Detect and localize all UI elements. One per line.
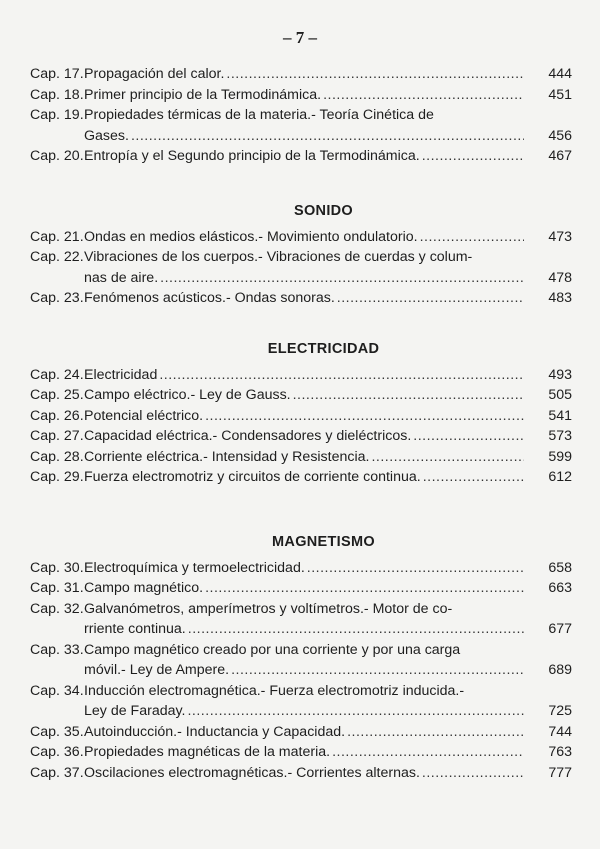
chapter-number: Cap. 35. xyxy=(30,723,84,740)
page-reference: 725 xyxy=(548,703,572,719)
chapter-number: Cap. 34. xyxy=(30,682,84,699)
page-reference: 744 xyxy=(548,723,572,740)
toc-entry xyxy=(30,467,572,488)
chapter-title: Inducción electromagnética.- Fuerza electromotriz inducida.- xyxy=(84,682,465,699)
toc-entry xyxy=(30,227,572,248)
chapter-title: Fuerza electromotriz y circuitos de corriente continua. xyxy=(84,469,421,485)
toc-entry xyxy=(30,385,572,406)
toc-entry xyxy=(30,105,572,146)
toc-section-electricidad xyxy=(30,365,572,488)
chapter-title: Potencial eléctrico. xyxy=(84,407,204,424)
toc-entry xyxy=(30,578,572,599)
dot-leader xyxy=(160,268,524,289)
page-reference: 478 xyxy=(548,269,572,286)
dot-leader xyxy=(422,763,524,784)
dot-leader xyxy=(159,365,524,386)
chapter-title: Campo magnético. xyxy=(84,580,204,596)
dot-leader xyxy=(413,426,524,447)
toc-section-sonido xyxy=(30,227,572,309)
chapter-title: Capacidad eléctrica.- Condensadores y dieléctricos. xyxy=(84,428,412,444)
dot-leader xyxy=(226,64,524,85)
page-reference: 599 xyxy=(548,448,572,465)
chapter-title: Fenómenos acústicos.- Ondas sonoras. xyxy=(84,290,335,306)
dot-leader xyxy=(187,701,524,722)
page-reference: 493 xyxy=(548,366,572,383)
chapter-number: Cap. 33. xyxy=(30,641,84,658)
chapter-title: Oscilaciones electromagnéticas.- Corrientes alternas. xyxy=(84,764,420,781)
chapter-number: Cap. 32. xyxy=(30,600,84,617)
toc-entry xyxy=(30,288,572,309)
toc-section-magnetismo xyxy=(30,558,572,784)
dot-leader xyxy=(423,467,524,488)
dot-leader xyxy=(131,126,524,147)
chapter-title: nas de aire. xyxy=(84,269,159,286)
table-of-contents xyxy=(30,64,572,783)
chapter-title: Gases. xyxy=(84,127,129,144)
toc-entry xyxy=(30,426,572,447)
chapter-number: Cap. 18. xyxy=(30,86,84,103)
dot-leader xyxy=(293,385,524,406)
dot-leader xyxy=(337,288,524,309)
dot-leader xyxy=(205,406,524,427)
page-reference: 505 xyxy=(548,387,572,403)
toc-entry xyxy=(30,599,572,640)
toc-entry xyxy=(30,742,572,763)
page-reference: 658 xyxy=(548,559,572,576)
dot-leader xyxy=(307,558,524,579)
page-reference: 677 xyxy=(548,621,572,637)
toc-entry xyxy=(30,365,572,386)
dot-leader xyxy=(332,742,524,763)
chapter-title: Ley de Faraday. xyxy=(84,703,186,719)
dot-leader xyxy=(422,146,524,167)
page-reference: 777 xyxy=(548,764,572,781)
page-reference: 456 xyxy=(548,127,572,144)
dot-leader xyxy=(231,660,524,681)
chapter-title: Propiedades térmicas de la materia.- Teoría Cinética de xyxy=(84,107,434,123)
chapter-number: Cap. 25. xyxy=(30,387,84,403)
chapter-number: Cap. 19. xyxy=(30,107,84,123)
chapter-title: Entropía y el Segundo principio de la Termodinámica. xyxy=(84,148,420,164)
toc-entry xyxy=(30,640,572,681)
dot-leader xyxy=(323,85,524,106)
toc-entry xyxy=(30,447,572,468)
chapter-title: Campo eléctrico.- Ley de Gauss. xyxy=(84,387,291,403)
chapter-title: Primer principio de la Termodinámica. xyxy=(84,86,322,103)
dot-leader xyxy=(205,578,524,599)
chapter-title: Electroquímica y termoelectricidad. xyxy=(84,559,305,576)
page-number: – 7 – xyxy=(283,28,317,47)
page-reference: 451 xyxy=(548,86,572,103)
chapter-number: Cap. 21. xyxy=(30,228,84,245)
chapter-title: Autoinducción.- Inductancia y Capacidad. xyxy=(84,723,346,740)
page-reference: 467 xyxy=(548,148,572,164)
chapter-number: Cap. 36. xyxy=(30,744,84,760)
chapter-number: Cap. 30. xyxy=(30,559,84,576)
page-reference: 573 xyxy=(548,428,572,444)
chapter-title: Vibraciones de los cuerpos.- Vibraciones de cuerdas y colum- xyxy=(84,249,473,265)
section-heading-sonido: SONIDO xyxy=(294,202,353,219)
chapter-number: Cap. 37. xyxy=(30,764,84,781)
toc-entry xyxy=(30,681,572,722)
chapter-title: Corriente eléctrica.- Intensidad y Resistencia. xyxy=(84,448,370,465)
chapter-number: Cap. 23. xyxy=(30,290,84,306)
dot-leader xyxy=(371,447,524,468)
toc-section-termodinamica xyxy=(30,64,572,167)
chapter-number: Cap. 22. xyxy=(30,249,84,265)
chapter-number: Cap. 24. xyxy=(30,366,84,383)
dot-leader xyxy=(420,227,524,248)
page-reference: 612 xyxy=(548,469,572,485)
page-reference: 689 xyxy=(548,662,572,678)
chapter-number: Cap. 28. xyxy=(30,448,84,465)
toc-entry xyxy=(30,64,572,85)
chapter-number: Cap. 26. xyxy=(30,407,84,424)
page-reference: 473 xyxy=(548,228,572,245)
toc-entry xyxy=(30,85,572,106)
chapter-number: Cap. 29. xyxy=(30,469,84,485)
chapter-title: Campo magnético creado por una corriente y por una carga xyxy=(84,641,461,658)
chapter-title: Propagación del calor. xyxy=(84,66,225,82)
chapter-title: Galvanómetros, amperímetros y voltímetros.- Motor de co- xyxy=(84,600,453,617)
chapter-title: rriente continua. xyxy=(84,621,186,637)
page-reference: 541 xyxy=(548,407,572,424)
page-reference: 763 xyxy=(548,744,572,760)
chapter-number: Cap. 20. xyxy=(30,148,84,164)
dot-leader xyxy=(188,619,524,640)
chapter-number: Cap. 31. xyxy=(30,580,84,596)
toc-entry xyxy=(30,722,572,743)
toc-entry xyxy=(30,763,572,784)
dot-leader xyxy=(347,722,524,743)
page-reference: 483 xyxy=(548,290,572,306)
chapter-title: Electricidad xyxy=(84,366,158,383)
chapter-number: Cap. 17. xyxy=(30,66,84,82)
chapter-title: móvil.- Ley de Ampere. xyxy=(84,662,230,678)
toc-entry xyxy=(30,558,572,579)
section-heading-electricidad: ELECTRICIDAD xyxy=(267,340,380,357)
page-reference: 444 xyxy=(548,66,572,82)
page-reference: 663 xyxy=(548,580,572,596)
toc-entry xyxy=(30,247,572,288)
chapter-title: Ondas en medios elásticos.- Movimiento ondulatorio. xyxy=(84,228,418,245)
chapter-number: Cap. 27. xyxy=(30,428,84,444)
chapter-title: Propiedades magnéticas de la materia. xyxy=(84,744,331,760)
toc-entry xyxy=(30,146,572,167)
section-heading-magnetismo: MAGNETISMO xyxy=(272,533,375,550)
toc-entry xyxy=(30,406,572,427)
